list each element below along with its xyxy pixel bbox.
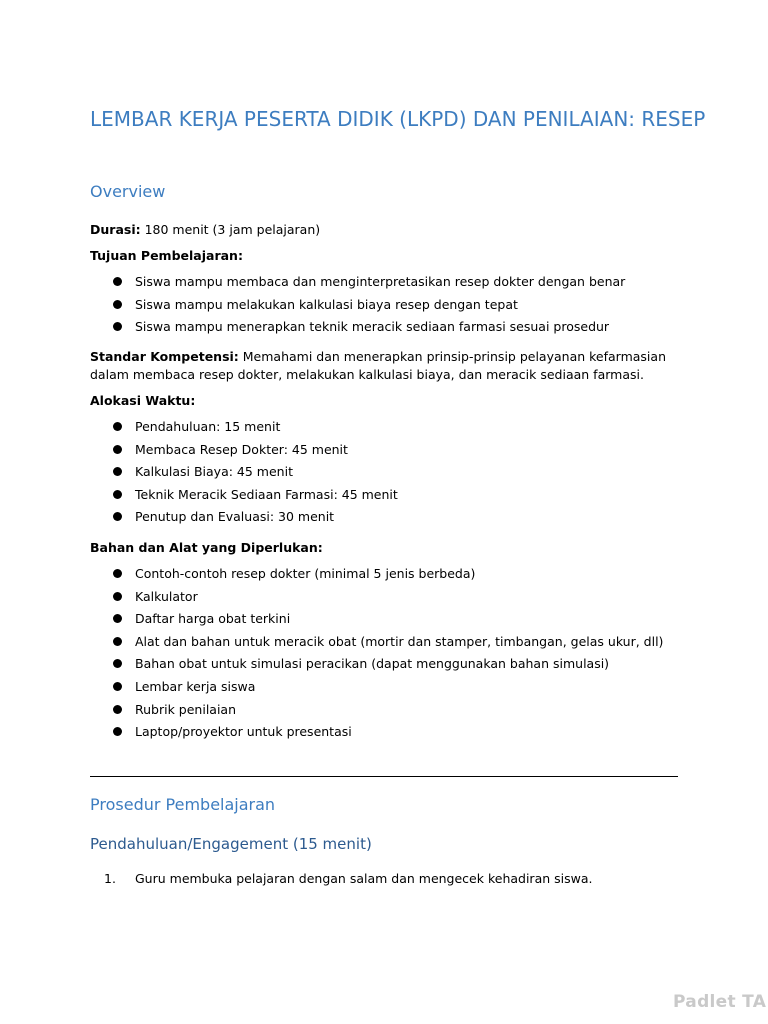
bullet-icon — [113, 569, 122, 578]
list-item: Lembar kerja siswa — [90, 678, 663, 701]
durasi-value: 180 menit (3 jam pelajaran) — [140, 222, 321, 237]
durasi-label: Durasi: — [90, 222, 141, 237]
bullet-icon — [113, 490, 122, 499]
standar-paragraph — [90, 348, 680, 384]
alokasi-label: Alokasi Waktu: — [90, 393, 196, 408]
step-text: Guru membuka pelajaran dengan salam dan mengecek kehadiran siswa. — [135, 871, 593, 886]
bahan-list — [90, 565, 663, 746]
list-item: Rubrik penilaian — [90, 701, 663, 724]
standar-value: Memahami dan menerapkan prinsip-prinsip pelayanan kefarmasian dalam membaca resep dokter, melakukan kalkulasi biaya, dan meracik sediaan farmasi. — [90, 349, 666, 382]
bullet-icon — [113, 422, 122, 431]
list-item: Siswa mampu membaca dan menginterpretasikan resep dokter dengan benar — [90, 273, 625, 296]
list-item: Membaca Resep Dokter: 45 menit — [90, 441, 398, 464]
bullet-icon — [113, 705, 122, 714]
bullet-icon — [113, 592, 122, 601]
bullet-icon — [113, 300, 122, 309]
step-number: 1. — [104, 871, 116, 886]
list-item: Daftar harga obat terkini — [90, 610, 663, 633]
padlet-watermark: Padlet TA — [673, 992, 767, 1012]
bullet-icon — [113, 512, 122, 521]
list-item: Alat dan bahan untuk meracik obat (mortir dan stamper, timbangan, gelas ukur, dll) — [90, 633, 663, 656]
bullet-icon — [113, 445, 122, 454]
standar-label: Standar Kompetensi: — [90, 349, 239, 364]
list-item: Teknik Meracik Sediaan Farmasi: 45 menit — [90, 486, 398, 509]
steps-list — [90, 870, 592, 888]
bahan-label: Bahan dan Alat yang Diperlukan: — [90, 540, 323, 555]
tujuan-label: Tujuan Pembelajaran: — [90, 248, 243, 263]
bullet-icon — [113, 322, 122, 331]
list-item: Kalkulator — [90, 588, 663, 611]
document-title: LEMBAR KERJA PESERTA DIDIK (LKPD) DAN PENILAIAN: RESEP — [90, 107, 706, 131]
bullet-icon — [113, 682, 122, 691]
list-item: Siswa mampu menerapkan teknik meracik sediaan farmasi sesuai prosedur — [90, 318, 625, 341]
prosedur-heading: Prosedur Pembelajaran — [90, 795, 276, 814]
bullet-icon — [113, 727, 122, 736]
horizontal-divider — [90, 776, 678, 777]
list-item — [90, 870, 592, 888]
bullet-icon — [113, 637, 122, 646]
durasi-paragraph — [90, 221, 680, 239]
pendahuluan-heading: Pendahuluan/Engagement (15 menit) — [90, 835, 372, 853]
list-item: Laptop/proyektor untuk presentasi — [90, 723, 663, 746]
list-item: Siswa mampu melakukan kalkulasi biaya resep dengan tepat — [90, 296, 625, 319]
bullet-icon — [113, 659, 122, 668]
list-item: Penutup dan Evaluasi: 30 menit — [90, 508, 398, 531]
bullet-icon — [113, 277, 122, 286]
list-item: Kalkulasi Biaya: 45 menit — [90, 463, 398, 486]
overview-heading: Overview — [90, 182, 166, 201]
bullet-icon — [113, 467, 122, 476]
alokasi-list — [90, 418, 398, 531]
bullet-icon — [113, 614, 122, 623]
tujuan-list — [90, 273, 625, 341]
list-item: Bahan obat untuk simulasi peracikan (dapat menggunakan bahan simulasi) — [90, 655, 663, 678]
list-item: Contoh-contoh resep dokter (minimal 5 jenis berbeda) — [90, 565, 663, 588]
list-item: Pendahuluan: 15 menit — [90, 418, 398, 441]
